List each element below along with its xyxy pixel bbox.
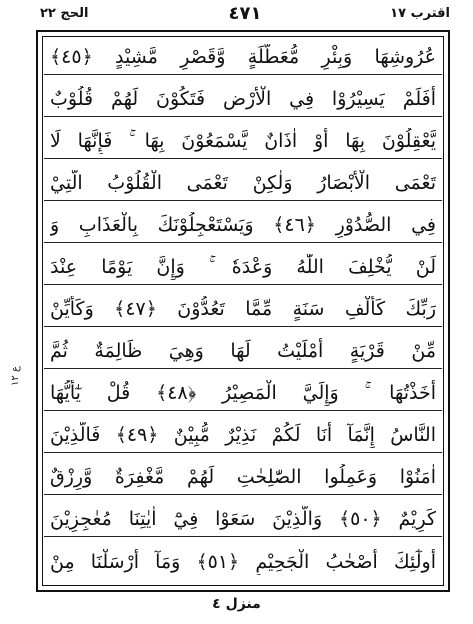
text-line-content: مِّنْ قَرْيَةٍ أَمْلَيْتُ لَهَا وَهِيَ ظَالِمَةٌ ثُمَّ — [50, 340, 436, 362]
text-line-content: فِي الصُّدُوْرِ ﴿٤٦﴾ وَيَسْتَعْجِلُوْنَكَ بِالْعَذَابِ وَ — [50, 214, 436, 236]
text-line — [44, 500, 442, 537]
juz-name-header: اقترب ١٧ — [390, 6, 450, 21]
text-line-content: لَنْ يُّخْلِفَ اللّٰهُ وَعْدَهٗ ۚ وَإِنَّ يَوْمًا عِنْدَ — [50, 256, 436, 278]
text-line-content: كَرِيْمٌ ﴿٥٠﴾ وَالَّذِيْنَ سَعَوْا فِيْٓ اٰيٰتِنَا مُعٰجِزِيْنَ — [50, 508, 436, 530]
text-lines — [44, 38, 442, 584]
text-line — [44, 38, 442, 75]
page-header — [36, 2, 454, 28]
text-line-content: عُرُوشِهَا وَبِئْرٍ مُّعَطَّلَةٍ وَّقَصْرٍ مَّشِيْدٍ ﴿٤٥﴾ — [50, 46, 436, 68]
text-line — [44, 206, 442, 243]
manzil-footer: منزل ٤ — [212, 596, 261, 612]
text-line — [44, 80, 442, 117]
text-line — [44, 164, 442, 201]
page-number: ٤٧١ — [228, 3, 262, 24]
text-line-content: اٰمَنُوْا وَعَمِلُوا الصّٰلِحٰتِ لَهُمْ مَّغْفِرَةٌ وَّرِزْقٌ — [50, 466, 436, 488]
surah-name-header: الحج ٢٢ — [40, 6, 89, 21]
text-frame — [36, 30, 450, 592]
text-line — [44, 332, 442, 369]
text-line — [44, 374, 442, 411]
text-line-content: النَّاسُ إِنَّمَآ أَنَا لَكُمْ نَذِيْرٌ مُّبِيْنٌ ﴿٤٩﴾ فَالَّذِيْنَ — [50, 424, 436, 446]
text-line-content: تَعْمَى الْأَبْصَارُ وَلٰكِنْ تَعْمَى الْقُلُوْبُ الَّتِيْ — [50, 172, 436, 194]
text-line — [44, 416, 442, 453]
text-line-content: أَفَلَمْ يَسِيْرُوْا فِي الْأَرْضِ فَتَكُوْنَ لَهُمْ قُلُوْبٌ — [50, 88, 436, 110]
ruku-marker: ع ١٢ — [10, 366, 21, 386]
text-line-content: أَخَذْتُهَا ۚ وَإِلَيَّ الْمَصِيْرُ ﴿٤٨﴾ قُلْ يٰٓأَيُّهَا — [50, 382, 436, 404]
text-line — [44, 248, 442, 285]
text-line-content: أُولٰٓئِكَ أَصْحٰبُ الْجَحِيْمِ ﴿٥١﴾ وَمَآ أَرْسَلْنَا مِنْ — [50, 551, 436, 573]
text-line — [44, 458, 442, 495]
text-line — [44, 290, 442, 327]
text-line — [44, 542, 442, 579]
text-line-content: رَبِّكَ كَأَلْفِ سَنَةٍ مِّمَّا تَعُدُّوْنَ ﴿٤٧﴾ وَكَأَيِّنْ — [50, 298, 436, 320]
text-line-content: يَّعْقِلُوْنَ بِهَا أَوْ اٰذَانٌ يَّسْمَعُوْنَ بِهَا ۚ فَإِنَّهَا لَا — [50, 130, 436, 152]
text-line — [44, 122, 442, 159]
